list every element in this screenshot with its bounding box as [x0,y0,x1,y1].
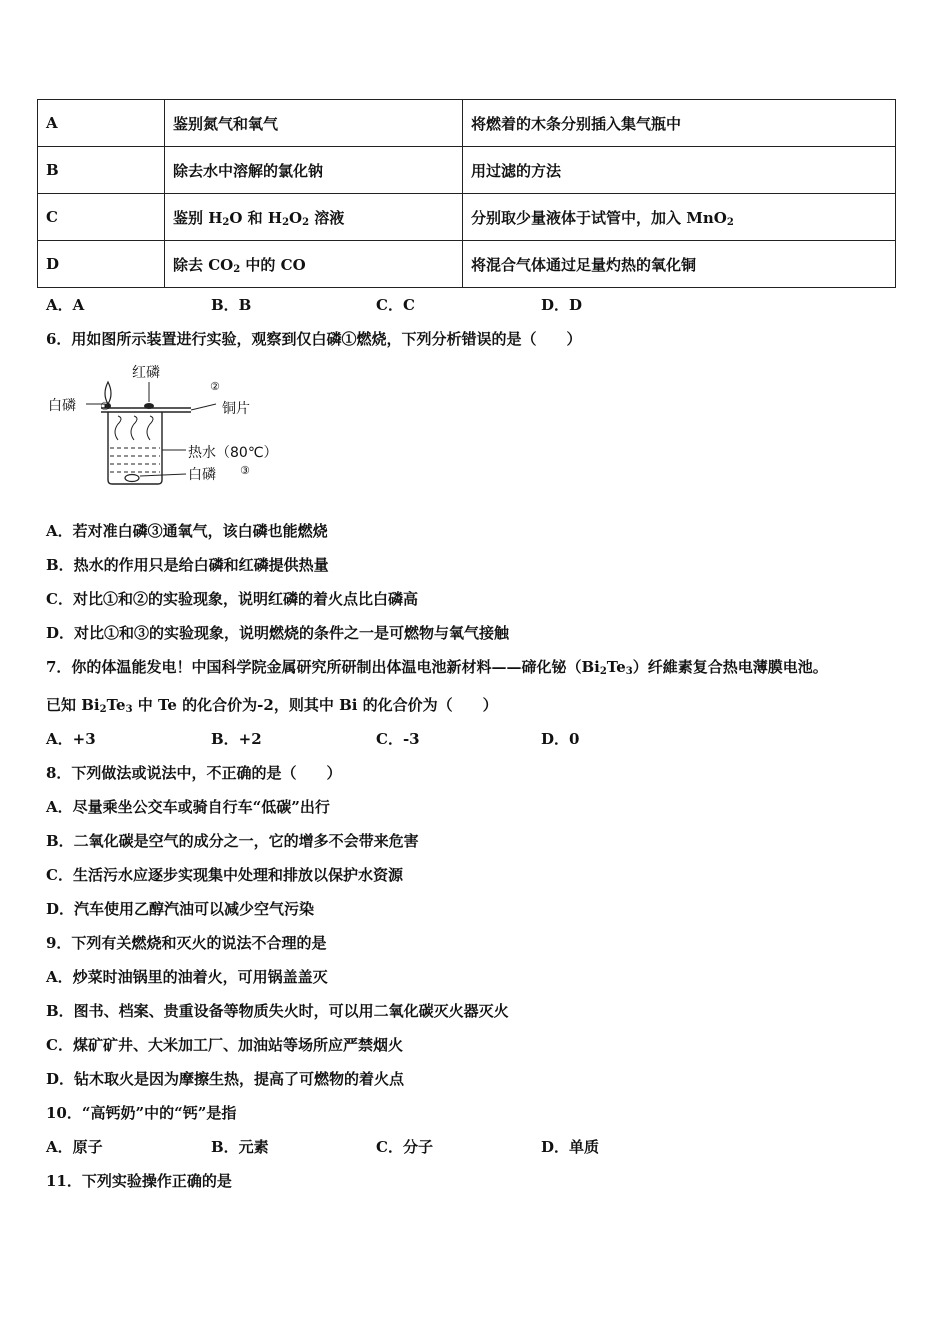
q5-option-d: D．D [541,296,583,314]
q7-stem-line1: 7．你的体温能发电！中国科学院金属研究所研制出体温电池新材料——碲化铋$(Bi_2Te_3)$纤維素复合热电薄膜电池。 [46,658,828,677]
q8-option-d: D．汽车使用乙醇汽油可以减少空气污染 [46,900,315,918]
label-hot-water: 热水（80℃） [188,445,278,461]
beaker-diagram [46,360,286,490]
label-copper-sheet: 铜片 [222,401,250,417]
q6-option-b: B．热水的作用只是给白磷和红磷提供热量 [46,556,329,574]
q9-option-c: C．煤矿矿井、大米加工厂、加油站等场所应严禁烟火 [46,1036,403,1054]
q7-option-a: A．+3 [46,730,96,748]
q9-stem: 9．下列有关燃烧和灭火的说法不合理的是 [46,934,327,952]
q5-option-c: C．C [376,296,415,314]
q6-option-a: A．若对准白磷③通氧气，该白磷也能燃烧 [46,522,328,540]
label-white-phosphorus-bottom: 白磷 [188,467,216,483]
q10-option-a: A．原子 [46,1138,103,1156]
q9-option-b: B．图书、档案、贵重设备等物质失火时，可以用二氧化碳灭火器灭火 [46,1002,509,1020]
label-red-phosphorus: 红磷 [132,365,160,381]
label-mark-3: ③ [240,464,250,477]
experiment-purpose: 除去 $CO_2$ 中的 CO [165,241,463,288]
q11-stem: 11．下列实验操作正确的是 [46,1172,232,1190]
option-letter: A [38,100,165,147]
q7-stem-line2: 已知 $Bi_2Te_3$ 中 Te 的化合价为-2，则其中 Bi 的化合价为（ ） [46,696,498,715]
table-row [38,147,896,194]
q10-option-d: D．单质 [541,1138,600,1156]
experiment-method: 用过滤的方法 [463,147,896,194]
q10-option-c: C．分子 [376,1138,433,1156]
q10-option-b: B．元素 [211,1138,269,1156]
q10-stem: 10．“高钙奶”中的“钙”是指 [46,1104,237,1122]
options-table [37,99,896,288]
table-row [38,100,896,147]
q6-stem: 6．用如图所示装置进行实验，观察到仅白磷①燃烧，下列分析错误的是（ ） [46,330,582,348]
option-letter: B [38,147,165,194]
label-mark-2: ② [210,380,220,393]
q8-stem: 8．下列做法或说法中，不正确的是（ ） [46,764,342,782]
q7-option-c: C．-3 [376,730,420,748]
q6-option-c: C．对比①和②的实验现象，说明红磷的着火点比白磷高 [46,590,418,608]
q5-option-a: A．A [46,296,85,314]
experiment-method: 将燃着的木条分别插入集气瓶中 [463,100,896,147]
q6-option-d: D．对比①和③的实验现象，说明燃烧的条件之一是可燃物与氧气接触 [46,624,510,642]
q8-option-c: C．生活污水应逐步实现集中处理和排放以保护水资源 [46,866,403,884]
experiment-purpose: 鉴别氮气和氧气 [165,100,463,147]
q8-option-a: A．尽量乘坐公交车或骑自行车“低碳”出行 [46,798,330,816]
experiment-purpose: 除去水中溶解的氯化钠 [165,147,463,194]
option-letter: D [38,241,165,288]
q7-option-b: B．+2 [211,730,262,748]
label-mark-1: ① [100,400,110,413]
q9-option-a: A．炒菜时油锅里的油着火，可用锅盖盖灭 [46,968,328,986]
q7-option-d: D．0 [541,730,580,748]
table-row [38,241,896,288]
label-white-phosphorus-left: 白磷 [48,398,76,414]
q8-option-b: B．二氧化碳是空气的成分之一，它的增多不会带来危害 [46,832,419,850]
experiment-method: 将混合气体通过足量灼热的氧化铜 [463,241,896,288]
experiment-purpose: 鉴别 $H_2O$ 和 $H_2O_2$ 溶液 [165,194,463,241]
table-row [38,194,896,241]
experiment-figure [46,360,286,490]
q9-option-d: D．钻木取火是因为摩擦生热，提高了可燃物的着火点 [46,1070,405,1088]
experiment-method: 分别取少量液体于试管中，加入 MnO$_2$ [463,194,896,241]
q5-option-b: B．B [211,296,252,314]
option-letter: C [38,194,165,241]
